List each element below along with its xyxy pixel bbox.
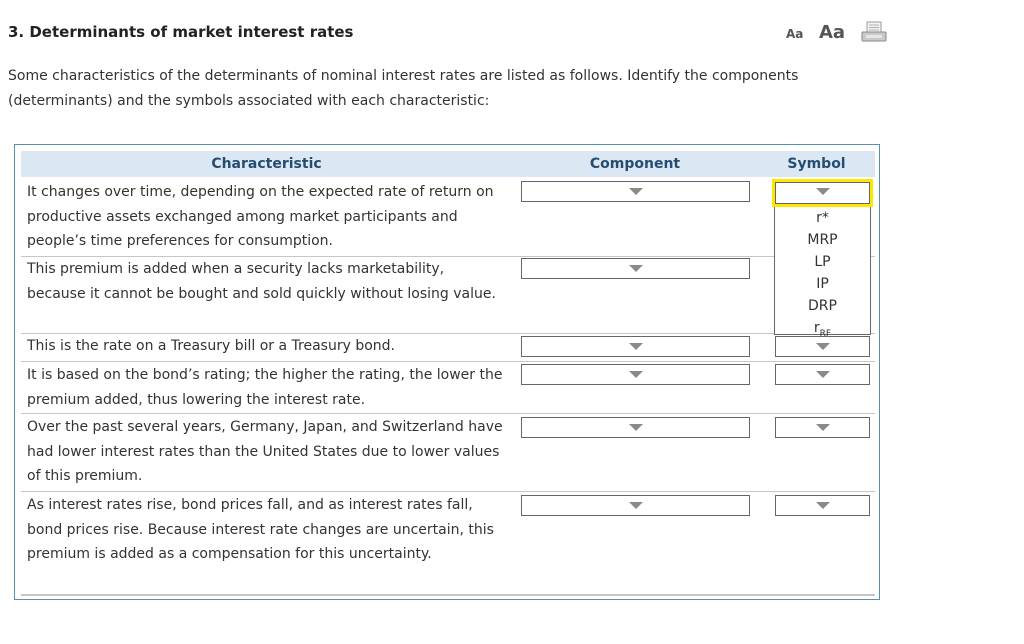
chevron-down-icon [816,424,830,431]
header-characteristic: Characteristic [21,151,512,177]
component-select-3[interactable] [521,336,750,357]
symbol-select-1[interactable] [772,179,873,207]
printer-icon[interactable] [861,21,887,47]
characteristic-text-5: Over the past several years, Germany, Japan, and Switzerland have had lower interest rates than the United States due to lower values of this premium. [27,419,503,484]
chevron-down-icon [629,371,643,378]
symbol-select-6[interactable] [775,495,870,516]
symbol-option[interactable]: DRP [808,298,837,314]
header-component: Component [512,151,758,177]
matching-table [14,144,880,600]
symbol-option-rrf-base: r [813,320,820,336]
symbol-select-1-inner[interactable] [775,182,870,204]
characteristic-text-1: It changes over time, depending on the expected rate of return on productive assets exchanged among market participants and people’s time preferences for consumption. [27,184,494,249]
chevron-down-icon [629,188,643,195]
symbol-option-rrf-subscript: RF [819,328,832,339]
characteristic-text-4: It is based on the bond’s rating; the higher the rating, the lower the premium added, thus lowering the interest rate. [27,367,503,408]
component-select-5[interactable] [521,417,750,438]
chevron-down-icon [629,502,643,509]
component-select-4[interactable] [521,364,750,385]
table-bottom-rule [21,594,875,596]
symbol-option[interactable]: r* [816,210,829,226]
row-divider [21,361,875,362]
characteristic-text-3: This is the rate on a Treasury bill or a Treasury bond. [27,338,395,354]
symbol-select-3[interactable] [775,336,870,357]
chevron-down-icon [816,371,830,378]
chevron-down-icon [816,502,830,509]
symbol-dropdown-menu [774,207,871,339]
symbol-select-4[interactable] [775,364,870,385]
chevron-down-icon [629,424,643,431]
row-divider [21,413,875,414]
row-divider [21,491,875,492]
symbol-option[interactable]: IP [816,276,829,292]
question-title: 3. Determinants of market interest rates [8,23,354,41]
chevron-down-icon [816,343,830,350]
component-select-6[interactable] [521,495,750,516]
chevron-down-icon [816,188,830,195]
font-size-small-button[interactable]: Aa [786,27,804,41]
symbol-select-5[interactable] [775,417,870,438]
symbol-option-rrf[interactable] [775,317,870,339]
question-intro: Some characteristics of the determinants of nominal interest rates are listed as follows. Identify the components (determinants) and the symbols associated with each characteristic: [8,68,799,109]
font-size-large-button[interactable]: Aa [819,22,846,43]
chevron-down-icon [629,343,643,350]
characteristic-text-2: This premium is added when a security lacks marketability, because it cannot be bought and sold quickly without losing value. [27,261,496,302]
header-symbol: Symbol [758,151,875,177]
component-select-2[interactable] [521,258,750,279]
characteristic-text-6: As interest rates rise, bond prices fall, and as interest rates fall, bond prices rise. Because interest rate changes are uncertain, this premium is added as a compensation for this uncertainty. [27,497,494,562]
component-select-1[interactable] [521,181,750,202]
symbol-option[interactable]: LP [814,254,831,270]
chevron-down-icon [629,265,643,272]
symbol-option[interactable]: MRP [807,232,838,248]
